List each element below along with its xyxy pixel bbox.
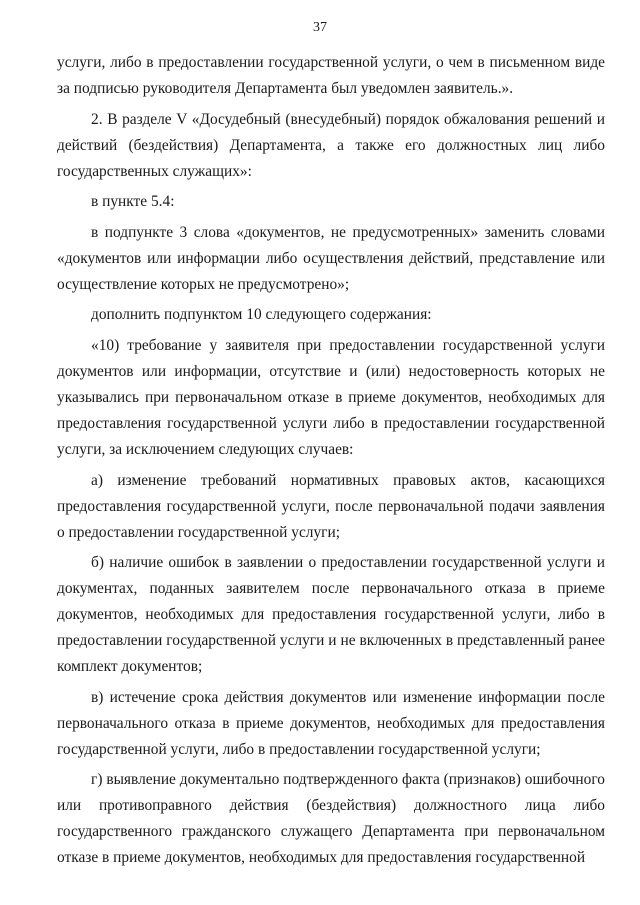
paragraph-clause-5-4: в пункте 5.4: (91, 193, 175, 211)
paragraph-subclause-10-text: «10) требование у заявителя при предоставлении государственной услуги документов или информации, отсутствие и (или) недостоверность которых не указывались при первоначальном отказе в приеме документов, необходимых для предоставления государственной услуги либо в предоставлении государственной услуги, за исключением следующих случаев: (57, 336, 605, 458)
paragraph-add-subclause-10: дополнить подпунктом 10 следующего содержания: (91, 306, 432, 324)
paragraph-continuation: услуги, либо в предоставлении государственной услуги, о чем в письменном виде за подписью руководителя Департамента был уведомлен заявитель.». (57, 54, 605, 97)
paragraph-case-a: а) изменение требований нормативных правовых актов, касающихся предоставления государственной услуги, после первоначальной подачи заявления о предоставлении государственной услуги; (57, 471, 605, 541)
paragraph-subclause-3: в подпункте 3 слова «документов, не предусмотренных» заменить словами «документов или информации либо осуществления действий, представление или осуществление которых не предусмотрено»; (57, 223, 605, 293)
paragraph-case-b: б) наличие ошибок в заявлении о предоставлении государственной услуги и документах, поданных заявителем после первоначального отказа в приеме документов, необходимых для предоставления государственной услуги, либо в предоставлении государственной услуги и не включенных в представленный ранее комплект документов; (57, 554, 605, 676)
paragraph-case-g: г) выявление документально подтвержденного факта (признаков) ошибочного или противоправного действия (бездействия) должностного лица либо государственного гражданского служащего Департамента при первоначальном отказе в приеме документов, необходимых для предоставления государственной (57, 771, 605, 867)
paragraph-item-2-section-v: 2. В разделе V «Досудебный (внесудебный) порядок обжалования решений и действий (бездействия) Департамента, а также его должностных лиц либо государственных служащих»: (57, 110, 605, 180)
paragraph-case-v: в) истечение срока действия документов или изменение информации после первоначального отказа в приеме документов, необходимых для предоставления государственной услуги, либо в предоставлении государственной услуги; (57, 688, 605, 758)
body-text (57, 50, 605, 871)
page-number: 37 (313, 20, 327, 35)
